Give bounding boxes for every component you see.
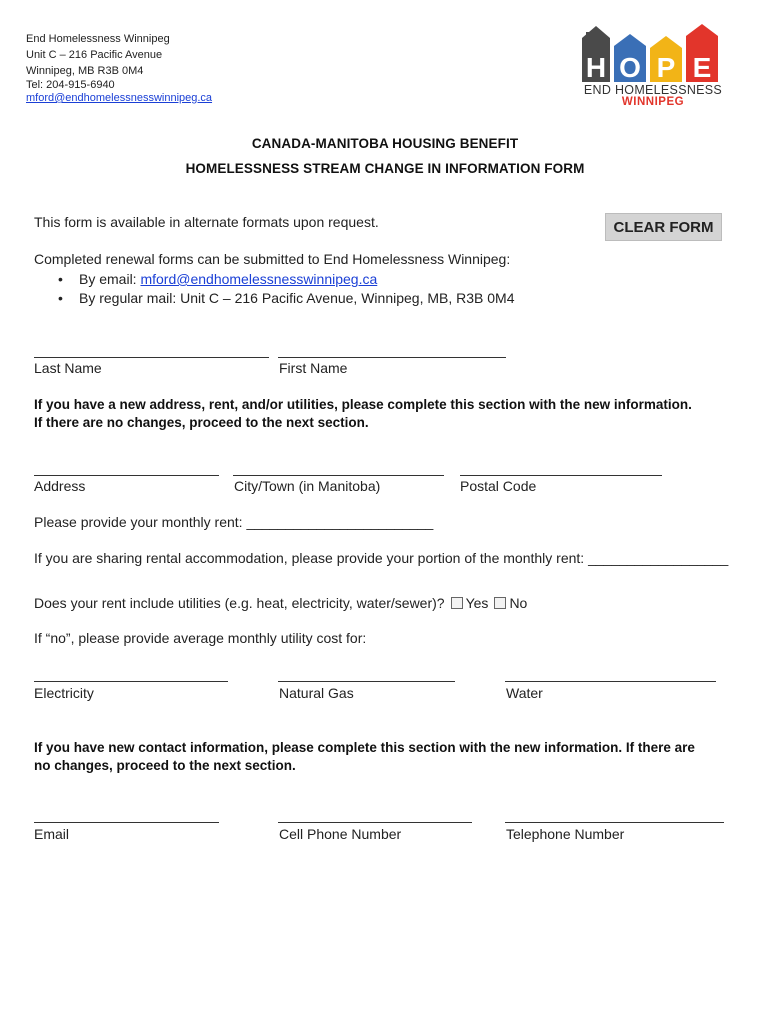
logo-letter-e: E xyxy=(692,52,712,82)
first-name-field[interactable] xyxy=(278,357,506,358)
shared-rent-field[interactable]: If you are sharing rental accommodation, please provide your portion of the monthly rent: __________________ xyxy=(34,550,729,566)
logo-h-chimney xyxy=(586,32,591,40)
section1-line2: If there are no changes, proceed to the next section. xyxy=(34,415,369,430)
city-field[interactable] xyxy=(233,475,444,476)
clear-form-button[interactable]: CLEAR FORM xyxy=(605,213,722,241)
utilities-question xyxy=(34,595,527,611)
org-telephone: Tel: 204-915-6940 xyxy=(26,79,115,91)
natural-gas-label: Natural Gas xyxy=(279,685,354,701)
section1-instructions xyxy=(34,396,754,432)
last-name-label: Last Name xyxy=(34,360,102,376)
logo-letter-p: P xyxy=(656,52,676,82)
telephone-field[interactable] xyxy=(505,822,724,823)
cell-phone-field[interactable] xyxy=(278,822,472,823)
first-name-label: First Name xyxy=(279,360,348,376)
email-method-label: By email: xyxy=(79,271,141,287)
yes-label: Yes xyxy=(465,595,489,611)
water-field[interactable] xyxy=(505,681,716,682)
list-item xyxy=(34,270,734,289)
address-field[interactable] xyxy=(34,475,219,476)
postal-code-label: Postal Code xyxy=(460,478,537,494)
email-label: Email xyxy=(34,826,70,842)
address-label: Address xyxy=(34,478,86,494)
submission-methods-list xyxy=(34,270,734,308)
postal-code-field[interactable] xyxy=(460,475,662,476)
logo-line2: WINNIPEG xyxy=(621,96,685,108)
utilities-question-text: Does your rent include utilities (e.g. heat, electricity, water/sewer)? xyxy=(34,595,445,611)
org-address-line2: Winnipeg, MB R3B 0M4 xyxy=(26,65,144,77)
section2-line2: no changes, proceed to the next section. xyxy=(34,758,296,773)
city-label: City/Town (in Manitoba) xyxy=(234,478,381,494)
org-address-line1: Unit C – 216 Pacific Avenue xyxy=(26,49,163,61)
cell-phone-label: Cell Phone Number xyxy=(279,826,402,842)
section1-line1: If you have a new address, rent, and/or utilities, please complete this section with the new information. xyxy=(34,397,692,412)
org-address-block xyxy=(26,31,212,105)
submit-intro: Completed renewal forms can be submitted to End Homelessness Winnipeg: xyxy=(34,251,511,267)
hope-logo xyxy=(578,20,728,116)
list-item xyxy=(34,289,734,308)
bullet-icon: • xyxy=(58,271,63,287)
electricity-label: Electricity xyxy=(34,685,94,701)
no-checkbox[interactable] xyxy=(494,597,506,609)
natural-gas-field[interactable] xyxy=(278,681,455,682)
hope-logo-mark xyxy=(578,20,728,82)
bullet-icon: • xyxy=(58,290,63,306)
water-label: Water xyxy=(506,685,543,701)
electricity-field[interactable] xyxy=(34,681,228,682)
yes-checkbox[interactable] xyxy=(451,597,463,609)
org-name: End Homelessness Winnipeg xyxy=(26,33,170,45)
logo-line1: END HOMELESSNESS xyxy=(583,83,723,97)
alt-formats-note: This form is available in alternate formats upon request. xyxy=(34,214,379,230)
telephone-label: Telephone Number xyxy=(506,826,625,842)
submission-email-link[interactable]: mford@endhomelessnesswinnipeg.ca xyxy=(140,271,378,287)
last-name-field[interactable] xyxy=(34,357,269,358)
section2-line1: If you have new contact information, please complete this section with the new information. If there are xyxy=(34,740,695,755)
monthly-rent-field[interactable]: Please provide your monthly rent: ________________________ xyxy=(34,514,434,530)
no-label: No xyxy=(509,595,528,611)
logo-letter-o: O xyxy=(619,52,641,82)
form-title: CANADA-MANITOBA HOUSING BENEFIT xyxy=(251,136,519,151)
utility-cost-prompt: If “no”, please provide average monthly utility cost for: xyxy=(34,630,367,646)
email-field[interactable] xyxy=(34,822,219,823)
org-email-link[interactable]: mford@endhomelessnesswinnipeg.ca xyxy=(26,92,213,104)
mail-method-text: By regular mail: Unit C – 216 Pacific Avenue, Winnipeg, MB, R3B 0M4 xyxy=(79,290,515,306)
form-subtitle: HOMELESSNESS STREAM CHANGE IN INFORMATION FORM xyxy=(185,161,585,176)
logo-letter-h: H xyxy=(585,52,607,82)
section2-instructions xyxy=(34,739,759,775)
